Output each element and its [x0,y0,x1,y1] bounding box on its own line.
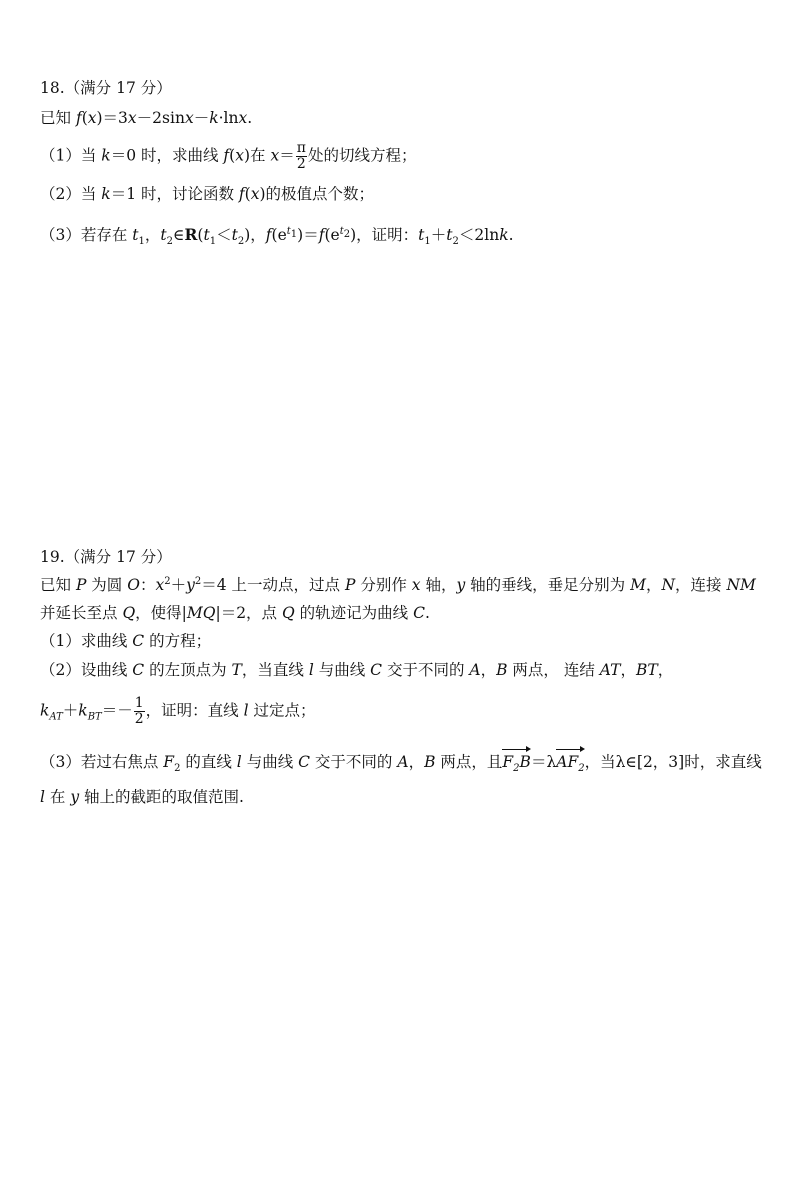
problem-18-part-3 [40,225,514,248]
t: ，连接 [675,576,727,594]
t: 2 [343,228,351,240]
denominator: 2 [296,156,306,172]
t: t [132,226,139,244]
t: 交于不同的 [382,661,470,679]
fraction-pi-over-2 [296,141,307,172]
problem-19-stem-line-2 [40,603,430,623]
t: 2 [166,236,174,248]
t: . [424,604,430,622]
t: ＜2ln [458,226,500,244]
t: C [132,661,145,679]
t: ＝λ [530,753,557,771]
t: （3）若存在 [40,226,133,244]
t: ＝ [279,146,295,165]
t: 过定点； [248,701,316,720]
t: （2）当 [40,185,102,203]
t: C [413,604,425,622]
t: ， [645,576,662,594]
t: ， [144,226,161,244]
t: M [630,576,646,594]
t: f [75,109,82,127]
t: ＝0 时，求曲线 [110,146,224,165]
t: 的轨迹记为曲线 [294,604,414,622]
t: (e [271,226,287,244]
numerator: 1 [134,695,144,711]
t: y [70,788,80,806]
t: t [418,226,425,244]
t: 为圆 [86,576,128,594]
t: 1 [290,228,298,240]
t: t [446,226,453,244]
t: ( [229,146,236,165]
t: ( [244,185,251,203]
t: ， [657,661,674,679]
vector-af2 [556,752,585,775]
t: F [502,753,514,771]
t: t [339,225,344,237]
t: 已知 [40,576,76,594]
t: x [238,109,248,127]
t: x [127,109,137,127]
t: 2 [578,763,585,775]
t: C [298,753,310,771]
t: (e [324,226,340,244]
t: x [87,109,97,127]
t: AT [49,711,63,723]
t: 1 [138,236,145,248]
t: 的方程； [144,632,212,650]
t: F [163,753,175,771]
t: 的直线 [180,753,237,771]
t: A [469,661,481,679]
t: y [186,576,195,594]
t: BT [87,711,102,723]
t: MQ [186,604,216,622]
t: R [184,225,198,244]
t: t [203,226,210,244]
t: 2 [513,763,520,775]
t: AT [599,661,621,679]
t: （2）设曲线 [40,661,133,679]
t: NM [726,576,756,594]
t: . [508,226,514,244]
t: 1 [209,236,217,248]
t: t [160,226,167,244]
t: x [184,109,194,127]
t: )，证明： [350,226,419,244]
t: ＝4 上一动点，过点 [201,576,345,594]
t: f [318,226,325,244]
t: － [193,109,210,127]
t: B [519,753,531,771]
t: )， [244,226,266,244]
t: ＋ [62,701,79,720]
t: l [40,788,45,806]
t: P [344,576,356,594]
t: 2 [164,575,171,587]
t: f [265,226,272,244]
problem-19-stem-line-1 [40,575,756,595]
t: 交于不同的 [310,753,398,771]
t: ·ln [218,109,239,127]
t: 2 [194,575,202,587]
t: BT [635,661,658,679]
t: k [78,701,88,720]
t: B [496,661,508,679]
t: 1 [424,236,431,248]
t: B [424,753,436,771]
t: A [397,753,409,771]
problem-19-part-1 [40,631,211,651]
t: ： [139,576,156,594]
t: AF [556,753,579,771]
t: C [370,661,383,679]
t: ， [480,661,497,679]
t: ＋ [430,226,447,244]
problem-19-part-2-line-2 [40,696,316,727]
t: T [231,661,242,679]
t: P [75,576,87,594]
t: l [236,753,242,771]
t: C [132,632,145,650]
t: t [231,226,238,244]
t: k [101,146,111,165]
t: N [661,576,676,594]
t: ， [408,753,425,771]
t: ＝－ [101,701,133,720]
t: ( [81,109,88,127]
problem-18-stem [40,108,252,128]
t: k [101,185,111,203]
t: 的左顶点为 [144,661,232,679]
t: )＝ [297,226,319,244]
t: ， [620,661,636,679]
t: 轴上的截距的取值范围. [79,788,244,806]
vector-f2b [502,752,531,775]
t: l [308,661,314,679]
t: y [456,576,466,594]
problem-18-part-2 [40,184,374,204]
problem-19-part-3-line-2 [40,787,244,807]
numerator: π [296,140,306,156]
t: x [235,146,244,165]
problem-18-part-1 [40,141,416,172]
t: （1）求曲线 [40,632,133,650]
t: l [243,701,249,720]
problem-19-header: 19.（满分 17 分） [40,548,172,566]
t: ，当直线 [241,661,309,679]
t: 已知 [40,109,76,127]
t: ，使得| [135,604,187,622]
t: 轴的垂线，垂足分别为 [465,576,631,594]
t: －2sin [136,109,185,127]
t: O [127,576,140,594]
t: ∈ [173,226,185,244]
t: （3）若过右焦点 [40,753,164,771]
t: 处的切线方程； [307,146,417,165]
t: x [155,576,165,594]
t: x [270,146,280,165]
problem-19-part-3-line-1 [40,752,762,775]
t: )在 [243,146,271,165]
t: （1）当 [40,146,102,165]
t: 分别作 [355,576,412,594]
t: f [223,146,230,165]
t: |＝2，点 [215,604,282,622]
t: )的极值点个数； [259,185,375,203]
t: x [411,576,421,594]
t: f [238,185,245,203]
fraction-one-half [134,696,145,727]
t: Q [122,604,136,622]
t: ＋ [170,576,187,594]
problem-19-part-2-line-1 [40,660,673,680]
t: 2 [452,236,459,248]
t: 与曲线 [313,661,371,679]
t: 两点， 连结 [507,661,600,679]
t: k [40,701,50,720]
t: ( [197,226,204,244]
denominator: 2 [134,711,144,727]
t: 在 [44,788,71,806]
t: 2 [174,763,181,775]
t: 轴， [420,576,457,594]
t: t [286,225,291,237]
t: 与曲线 [241,753,299,771]
t: ，证明：直线 [145,701,244,720]
t: ＜ [216,226,232,244]
t: x [250,185,260,203]
t: . [247,109,253,127]
problem-18-header: 18.（满分 17 分） [40,79,172,97]
t: )＝3 [96,109,128,127]
t: 并延长至点 [40,604,123,622]
t: 2 [237,236,245,248]
t: k [209,109,219,127]
t: 两点，且 [435,753,503,771]
t: Q [281,604,295,622]
t: ＝1 时，讨论函数 [110,185,239,203]
t: k [499,226,509,244]
t: ，当λ∈[2，3]时，求直线 [584,753,762,771]
